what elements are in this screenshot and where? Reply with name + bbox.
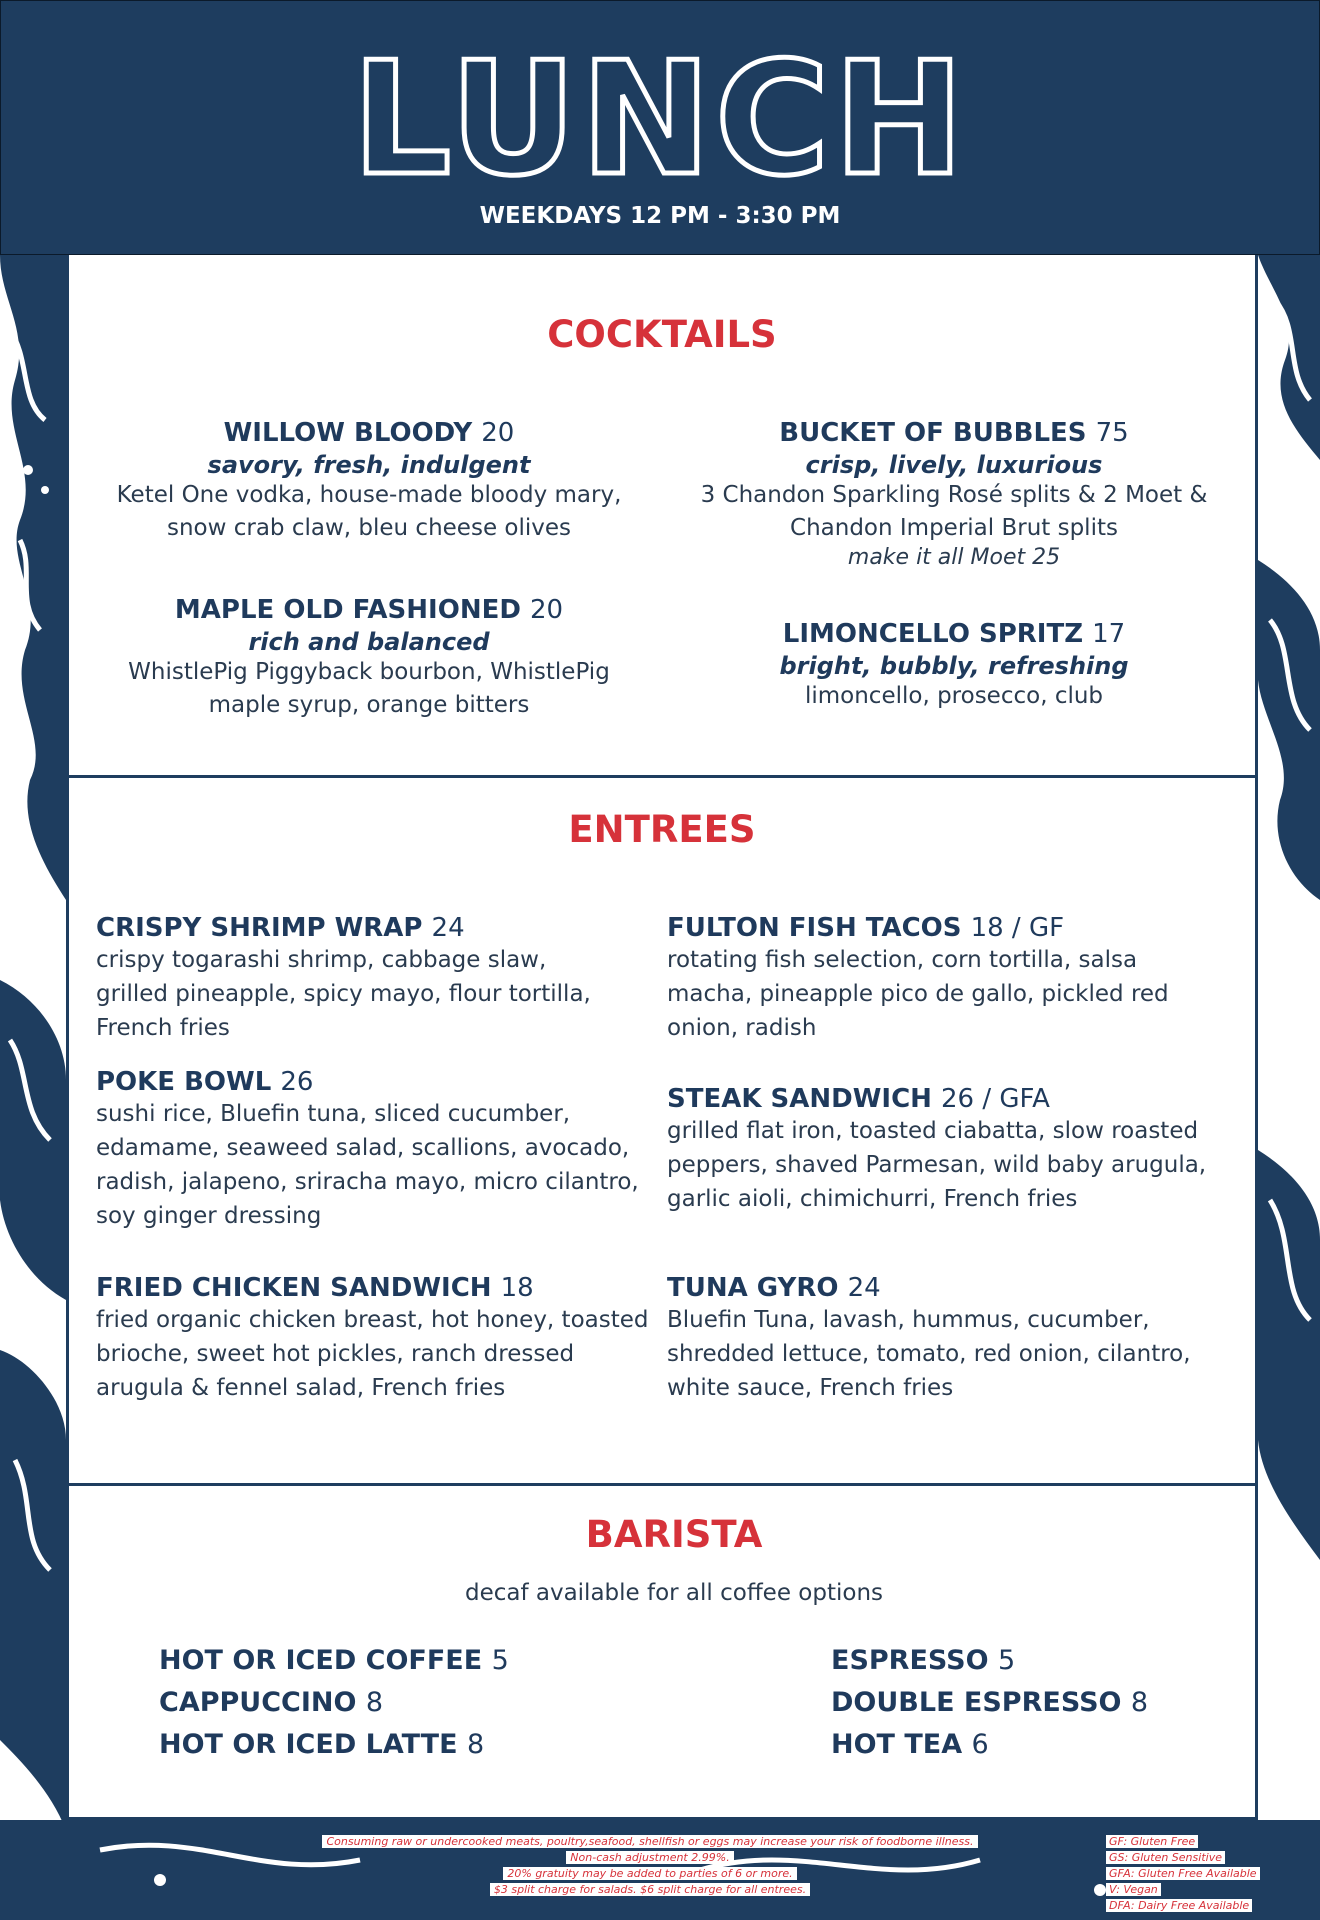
item-price: 24 bbox=[431, 913, 465, 943]
section-divider bbox=[69, 1483, 1255, 1486]
item-price: 5 bbox=[491, 1645, 509, 1676]
service-hours: WEEKDAYS 12 PM - 3:30 PM bbox=[479, 203, 841, 229]
item-description-line: shredded lettuce, tomato, red onion, cilantro, bbox=[667, 1341, 1191, 1367]
barista-item bbox=[159, 1729, 484, 1760]
item-price: 18 bbox=[500, 1273, 534, 1303]
item-name-line bbox=[96, 1273, 666, 1303]
cocktail-item bbox=[669, 619, 1239, 713]
item-tagline: savory, fresh, indulgent bbox=[207, 451, 531, 479]
item-name: ESPRESSO bbox=[831, 1645, 989, 1676]
cocktail-item bbox=[669, 418, 1239, 570]
item-name: MAPLE OLD FASHIONED bbox=[174, 595, 521, 625]
item-tagline: bright, bubbly, refreshing bbox=[779, 652, 1129, 680]
menu-panel bbox=[66, 253, 1258, 1820]
item-description-line: macha, pineapple pico de gallo, pickled red bbox=[667, 981, 1169, 1007]
item-description-line: grilled flat iron, toasted ciabatta, slow roasted bbox=[667, 1118, 1199, 1144]
header-banner bbox=[0, 0, 1320, 255]
item-description-line: white sauce, French fries bbox=[667, 1375, 954, 1401]
item-name-line bbox=[669, 418, 1239, 448]
legend-line: V: Vegan bbox=[1106, 1883, 1161, 1896]
item-description-line: grilled pineapple, spicy mayo, flour tortilla, bbox=[96, 981, 591, 1007]
item-name: WILLOW BLOODY bbox=[223, 418, 473, 448]
item-price: 17 bbox=[1092, 619, 1126, 649]
item-price: 20 bbox=[529, 595, 564, 625]
item-tagline: crisp, lively, luxurious bbox=[805, 451, 1103, 479]
item-name-line bbox=[667, 1084, 1237, 1114]
item-name: STEAK SANDWICH bbox=[667, 1084, 932, 1114]
barista-item bbox=[159, 1687, 383, 1718]
entree-item bbox=[96, 1067, 666, 1233]
item-name: CRISPY SHRIMP WRAP bbox=[96, 913, 423, 943]
cocktail-item bbox=[69, 418, 669, 545]
item-name-line bbox=[96, 1067, 666, 1097]
item-description-line: soy ginger dressing bbox=[96, 1203, 322, 1229]
item-name: HOT OR ICED LATTE bbox=[159, 1729, 458, 1760]
entree-item bbox=[667, 1084, 1237, 1216]
entree-item bbox=[667, 1273, 1237, 1405]
item-price: 26 bbox=[280, 1067, 314, 1097]
item-price: 6 bbox=[971, 1729, 989, 1760]
disclaimer-line: $3 split charge for salads. $6 split charge for all entrees. bbox=[490, 1883, 810, 1896]
cocktails-heading: COCKTAILS bbox=[547, 313, 777, 356]
item-note: make it all Moet 25 bbox=[847, 545, 1061, 570]
item-description-line: WhistlePig Piggyback bourbon, WhistlePig bbox=[128, 659, 610, 685]
item-description-line: snow crab claw, bleu cheese olives bbox=[166, 515, 572, 541]
barista-item bbox=[159, 1645, 509, 1676]
item-description-line: crispy togarashi shrimp, cabbage slaw, bbox=[96, 947, 547, 973]
item-description-line: limoncello, prosecco, club bbox=[804, 683, 1104, 709]
legend-line: GS: Gluten Sensitive bbox=[1106, 1851, 1225, 1864]
item-name: POKE BOWL bbox=[96, 1067, 272, 1097]
item-name-line bbox=[69, 418, 669, 448]
item-price: 24 bbox=[847, 1273, 881, 1303]
item-description-line: Bluefin Tuna, lavash, hummus, cucumber, bbox=[667, 1307, 1150, 1333]
item-name-line bbox=[669, 619, 1239, 649]
legend-line: DFA: Dairy Free Available bbox=[1106, 1899, 1252, 1912]
barista-item bbox=[831, 1645, 1015, 1676]
item-price: 18 / GF bbox=[970, 913, 1065, 943]
item-price: 5 bbox=[997, 1645, 1016, 1676]
cocktail-item bbox=[69, 595, 669, 722]
section-divider bbox=[69, 775, 1255, 778]
item-name-line bbox=[667, 913, 1237, 943]
dietary-legend bbox=[1106, 1834, 1260, 1914]
menu-title: LUNCH bbox=[351, 28, 969, 210]
item-description-line: 3 Chandon Sparkling Rosé splits & 2 Moet & bbox=[700, 482, 1208, 508]
item-description-line: maple syrup, orange bitters bbox=[208, 692, 530, 718]
disclaimer-line: 20% gratuity may be added to parties of 6 or more. bbox=[503, 1867, 796, 1880]
item-price: 20 bbox=[481, 418, 515, 448]
item-description-line: brioche, sweet hot pickles, ranch dressed bbox=[96, 1341, 575, 1367]
item-description-line: garlic aioli, chimichurri, French fries bbox=[667, 1186, 1078, 1212]
legend-line: GFA: Gluten Free Available bbox=[1106, 1867, 1260, 1880]
item-description-line: Ketel One vodka, house-made bloody mary, bbox=[116, 482, 622, 508]
item-tagline: rich and balanced bbox=[248, 628, 490, 656]
item-name: CAPPUCCINO bbox=[159, 1687, 357, 1718]
barista-item bbox=[831, 1687, 1148, 1718]
item-name-line bbox=[667, 1273, 1237, 1303]
item-description-line: French fries bbox=[96, 1015, 230, 1041]
item-name: DOUBLE ESPRESSO bbox=[831, 1687, 1122, 1718]
entrees-heading: ENTREES bbox=[568, 808, 756, 851]
item-name: BUCKET OF BUBBLES bbox=[779, 418, 1087, 448]
item-price: 8 bbox=[466, 1729, 485, 1760]
item-description-line: arugula & fennel salad, French fries bbox=[96, 1375, 506, 1401]
barista-subtitle: decaf available for all coffee options bbox=[464, 1580, 884, 1606]
item-name-line bbox=[96, 913, 666, 943]
entree-item bbox=[96, 1273, 666, 1405]
item-name-line bbox=[69, 595, 669, 625]
entree-item bbox=[667, 913, 1237, 1045]
disclaimer-line: Non-cash adjustment 2.99%. bbox=[566, 1851, 733, 1864]
item-description-line: Chandon Imperial Brut splits bbox=[790, 515, 1118, 541]
disclaimer-line: Consuming raw or undercooked meats, poultry,seafood, shellfish or eggs may increase your risk of foodborne illness. bbox=[322, 1835, 977, 1848]
item-description-line: rotating fish selection, corn tortilla, salsa bbox=[667, 947, 1138, 973]
item-description-line: radish, jalapeno, sriracha mayo, micro cilantro, bbox=[96, 1169, 639, 1195]
footer-disclaimer bbox=[270, 1834, 1030, 1898]
item-price: 8 bbox=[1130, 1687, 1149, 1718]
item-price: 75 bbox=[1095, 418, 1129, 448]
item-name: LIMONCELLO SPRITZ bbox=[782, 619, 1084, 649]
item-name: TUNA GYRO bbox=[667, 1273, 839, 1303]
barista-item bbox=[831, 1729, 989, 1760]
item-description-line: peppers, shaved Parmesan, wild baby arugula, bbox=[667, 1152, 1207, 1178]
item-price: 26 / GFA bbox=[941, 1084, 1050, 1114]
item-description-line: onion, radish bbox=[667, 1015, 817, 1041]
item-description-line: fried organic chicken breast, hot honey, toasted bbox=[96, 1307, 649, 1333]
item-name: HOT OR ICED COFFEE bbox=[159, 1645, 483, 1676]
barista-heading: BARISTA bbox=[585, 1513, 763, 1556]
item-description-line: edamame, seaweed salad, scallions, avocado, bbox=[96, 1135, 630, 1161]
item-price: 8 bbox=[365, 1687, 384, 1718]
legend-line: GF: Gluten Free bbox=[1106, 1835, 1198, 1848]
item-name: HOT TEA bbox=[831, 1729, 963, 1760]
item-description-line: sushi rice, Bluefin tuna, sliced cucumber, bbox=[96, 1101, 571, 1127]
entree-item bbox=[96, 913, 666, 1045]
item-name: FRIED CHICKEN SANDWICH bbox=[96, 1273, 492, 1303]
item-name: FULTON FISH TACOS bbox=[667, 913, 962, 943]
